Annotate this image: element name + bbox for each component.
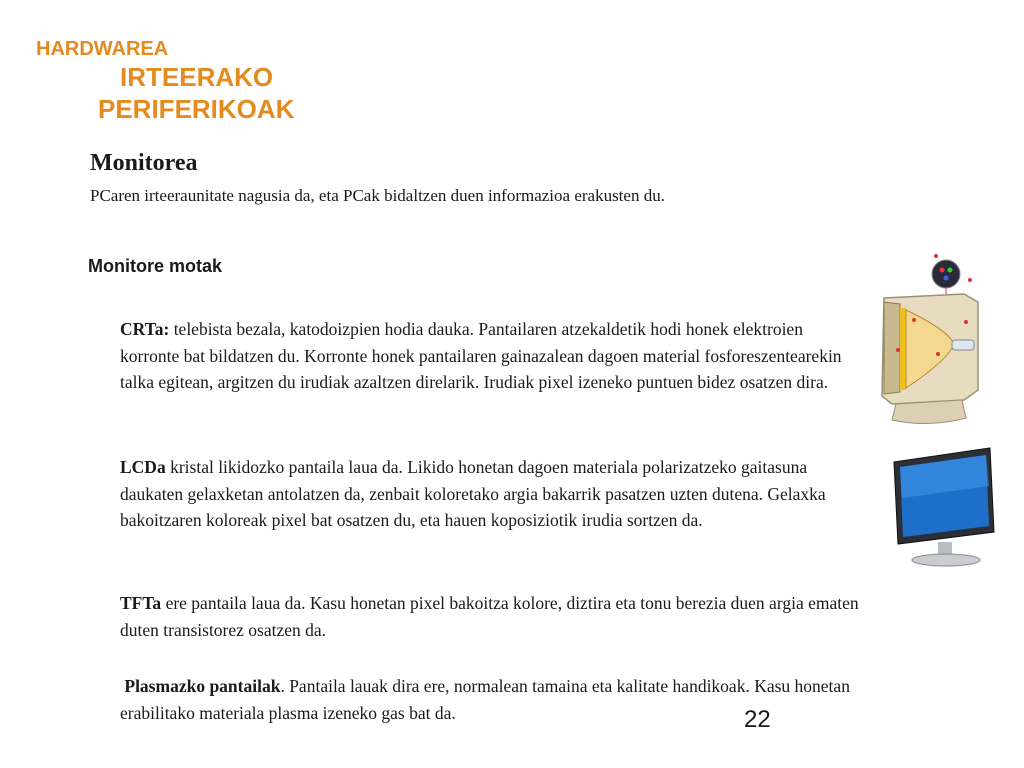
type-term: TFTa [120, 593, 162, 613]
type-text: . Pantaila lauak dira ere, normalean tamaina eta kalitate handikoak. Kasu honetan erabilitako materiala plasma izeneko gas bat da. [120, 676, 850, 723]
type-term: CRTa: [120, 319, 170, 339]
type-text: ere pantaila laua da. Kasu honetan pixel bakoitza kolore, diztira eta tonu berezia duen argia ematen duten transistorez osatzen da. [120, 593, 859, 640]
types-heading: Monitore motak [88, 256, 223, 276]
type-lcd-paragraph [120, 454, 865, 534]
type-text: kristal likidozko pantaila laua da. Likido honetan dagoen materiala polarizatzeko gaitasuna daukaten gelaxketan antolatzen da, zenbait koloretako argia bakarrik pasatzen uzten dutena. Gelaxka bakoitzaren koloreak pixel bat osatzen du, eta hauen koposiziotik irudia sortzen da. [120, 457, 826, 530]
type-tft-paragraph [120, 590, 865, 643]
type-term: LCDa [120, 457, 166, 477]
section-description: PCaren irteeraunitate nagusia da, eta PCak bidaltzen duen informazioa erakusten du. [90, 186, 665, 205]
page-title-line-2: PERIFERIKOAK [98, 94, 295, 124]
lcd-monitor-image [890, 446, 1000, 568]
page-number: 22 [744, 706, 771, 733]
type-text: telebista bezala, katodoizpien hodia dauka. Pantailaren atzekaldetik hodi honek elektroien korronte bat bildatzen du. Korronte honek pantailaren gainazalean dagoen material fosforeszentearekin talka egitean, argitzen du irudiak azaltzen direlarik. Irudiak pixel izeneko puntuen bidez osatzen dira. [120, 319, 842, 392]
section-title: Monitorea [90, 150, 198, 176]
type-crt-paragraph [120, 316, 865, 396]
crt-monitor-image [878, 250, 988, 430]
category-label: HARDWAREA [36, 38, 169, 60]
type-term: Plasmazko pantailak [124, 676, 281, 696]
page-title-line-1: IRTEERAKO [120, 62, 274, 92]
